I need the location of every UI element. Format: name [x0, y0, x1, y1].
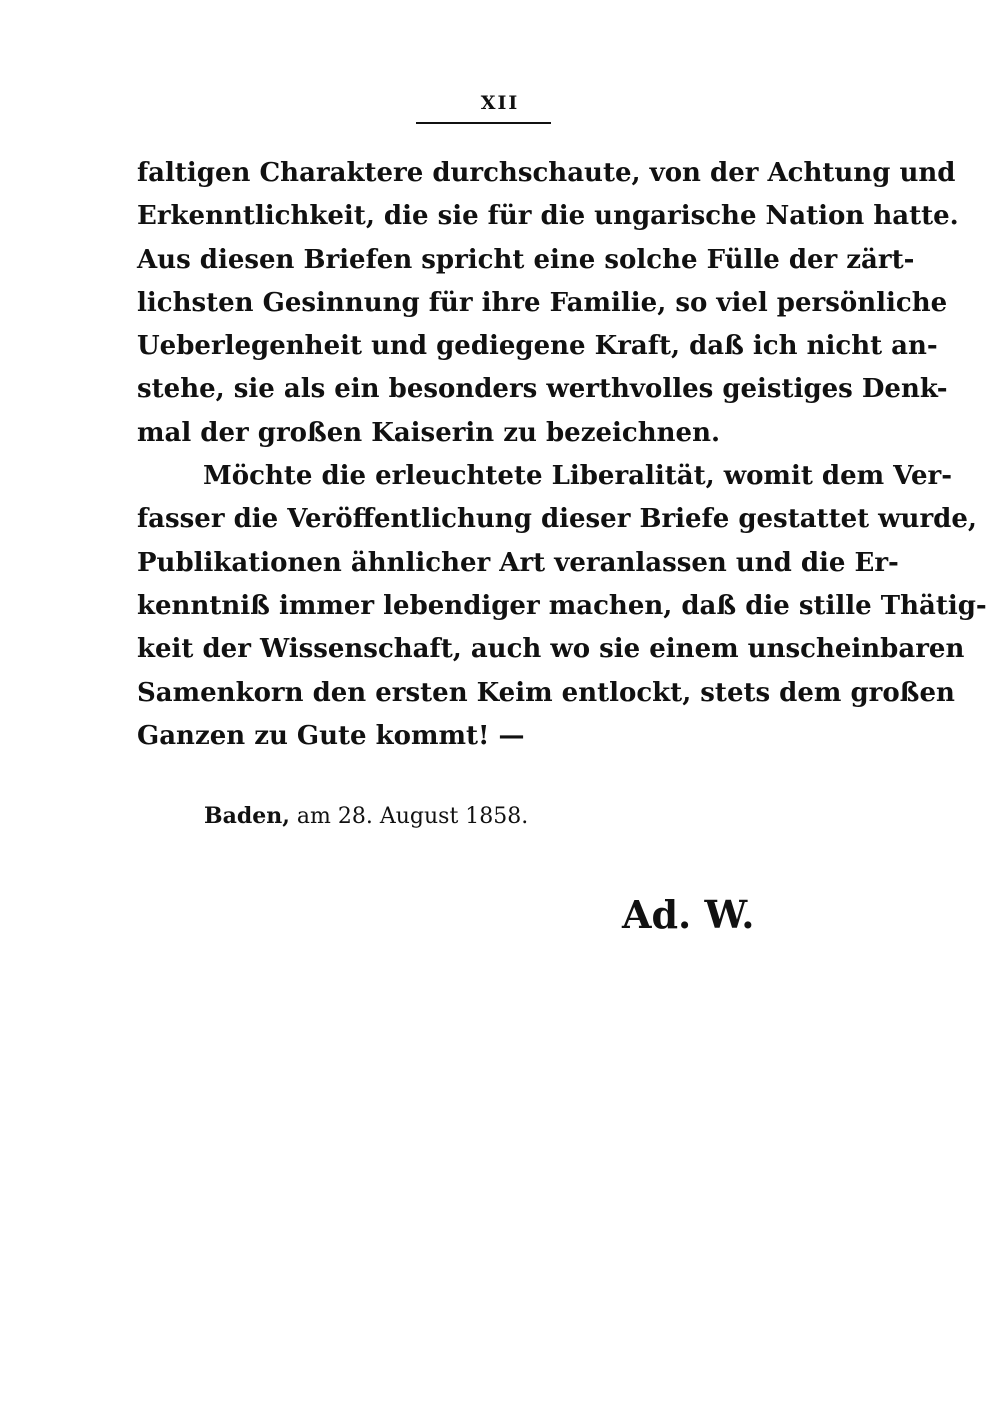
- header-rule: [416, 122, 551, 124]
- body-text: [137, 152, 987, 758]
- text-line: Ganzen zu Gute kommt! —: [137, 720, 525, 751]
- paragraph: [137, 455, 987, 758]
- text-line: Samenkorn den ersten Keim entlockt, stets dem großen: [137, 677, 955, 708]
- text-line: Möchte die erleuchtete Liberalität, womit dem Ver-: [203, 461, 952, 492]
- page-number: XII: [480, 92, 520, 114]
- dateline: [204, 800, 528, 833]
- text-line: Ueberlegenheit und gediegene Kraft, daß ich nicht an-: [137, 331, 938, 362]
- text-line: stehe, sie als ein besonders werthvolles geistiges Denk-: [137, 374, 948, 405]
- dateline-place: Baden,: [204, 803, 290, 829]
- text-line: kenntniß immer lebendiger machen, daß die stille Thätig-: [137, 590, 987, 621]
- text-line: mal der großen Kaiserin zu bezeichnen.: [137, 417, 721, 448]
- text-line: lichsten Gesinnung für ihre Familie, so viel persönliche: [137, 287, 948, 318]
- text-line: faltigen Charaktere durchschaute, von der Achtung und: [137, 158, 956, 188]
- text-line: fasser die Veröffentlichung dieser Briefe gestattet wurde,: [137, 504, 977, 535]
- text-line: Aus diesen Briefen spricht eine solche Fülle der zärt-: [137, 244, 915, 275]
- text-line: Erkenntlichkeit, die sie für die ungarische Nation hatte.: [137, 201, 959, 232]
- dateline-date: am 28. August 1858.: [296, 804, 529, 829]
- text-line: Publikationen ähnlicher Art veranlassen und die Er-: [137, 547, 899, 578]
- paragraph: [137, 152, 959, 455]
- text-line: keit der Wissenschaft, auch wo sie einem unscheinbaren: [137, 634, 965, 665]
- signature: Ad. W.: [622, 892, 755, 937]
